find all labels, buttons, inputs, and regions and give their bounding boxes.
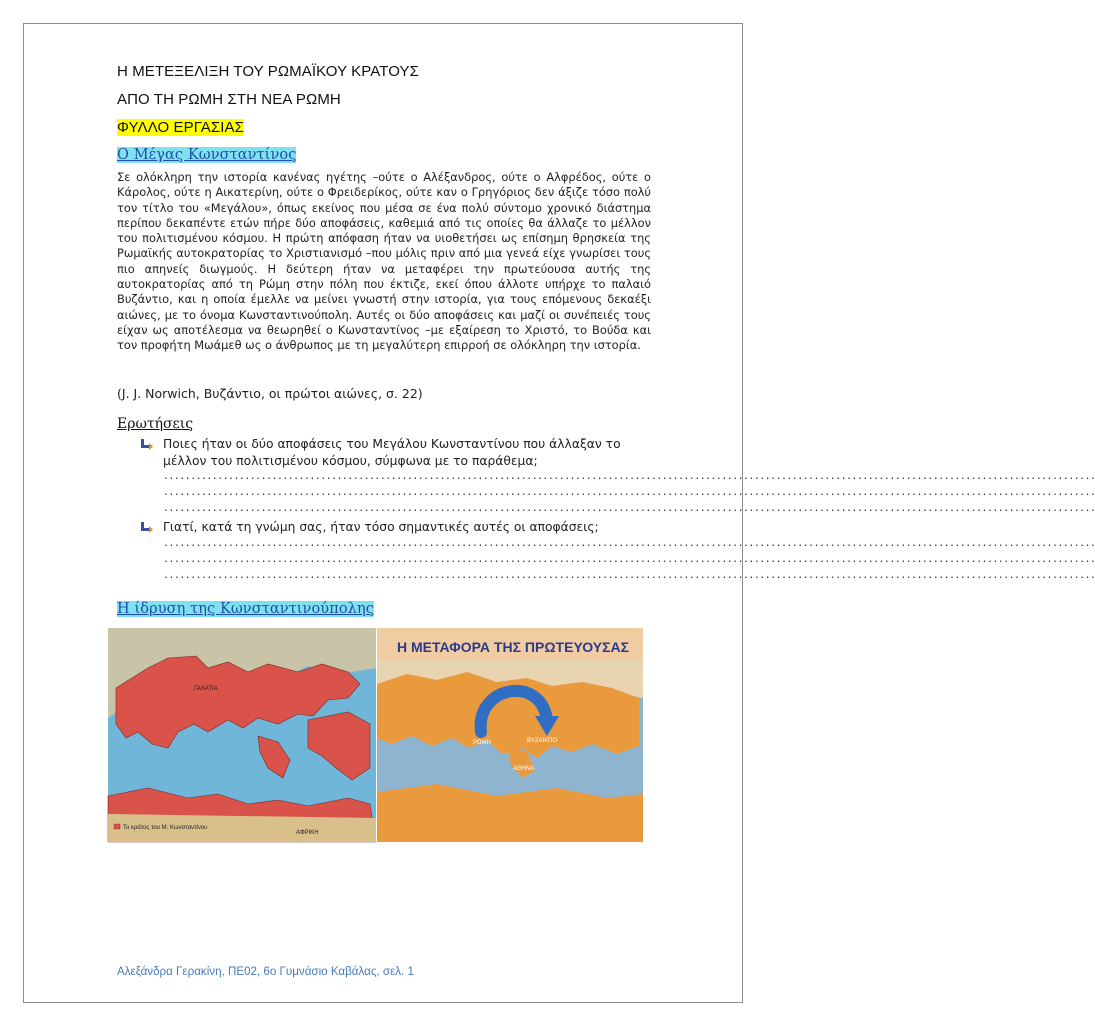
map-left-svg bbox=[108, 628, 376, 842]
legend-text: Το κράτος του Μ. Κωνσταντίνου bbox=[123, 825, 208, 831]
question-1-text: Ποιες ήταν οι δύο αποφάσεις του Μεγάλου Κωνσταντίνου που άλλαξαν το μέλλον του πολιτισμένου κόσμου, σύμφωνα με το παράθεμα; bbox=[163, 437, 621, 468]
map-right-svg bbox=[377, 628, 643, 842]
title-line-2: ΑΠΟ ΤΗ ΡΩΜΗ ΣΤΗ ΝΕΑ ΡΩΜΗ bbox=[117, 91, 341, 108]
answer-line[interactable]: ............................................................................................................................................................................ bbox=[163, 570, 1095, 581]
answer-line[interactable]: ............................................................................................................................................................................ bbox=[163, 487, 1095, 498]
section-label-constantine: Ο Μέγας Κωνσταντίνος bbox=[117, 147, 297, 163]
label-africa: ΑΦΡΙΚΗ bbox=[296, 830, 319, 836]
roman-empire-map bbox=[108, 628, 376, 842]
question-1 bbox=[163, 436, 653, 470]
question-2 bbox=[163, 519, 653, 536]
map-title: Η ΜΕΤΑΦΟΡΑ ΤΗΣ ΠΡΩΤΕΥΟΥΣΑΣ bbox=[397, 639, 629, 655]
label-rome: ΡΩΜΗ bbox=[473, 740, 491, 746]
page-footer bbox=[117, 965, 414, 978]
source-paragraph: Σε ολόκληρη την ιστορία κανένας ηγέτης –ούτε ο Αλέξανδρος, ούτε ο Αλφρέδος, ούτε ο Κάρολος, ούτε η Αικατερίνη, ούτε ο Φρειδερίκος, ούτε καν ο Γρηγόριος δεν άξιζε τόσο πολύ τον τίτλο του «Μεγάλου», όπως εκείνος που μέσα σε ένα πολύ σύντομο χρονικό διάστημα περίπου δεκαπέντε ετών πήρε δύο αποφάσεις, καθεμιά από τις οποίες θα άλλαζε το μέλλον του πολιτισμένου κόσμου. Η πρώτη απόφαση ήταν να υιοθετήσει ως επίσημη θρησκεία της Ρωμαϊκής αυτοκρατορίας το Χριστιανισμό –που μόλις πριν από μια γενεά είχε γνωρίσει τους πιο απηνείς διωγμούς. Η δεύτερη ήταν να μεταφέρει την πρωτεύουσα αυτής της αυτοκρατορίας από τη Ρώμη στην πόλη που έκτιζε, εκεί όπου άλλοτε υπήρχε το παλαιό Βυζάντιο, και η οποία έμελλε να μείνει γνωστή στην ιστορία, για τους επόμενους δεκαέξι αιώνες, με το όνομα Κωνσταντινούπολη. Αυτές οι δύο αποφάσεις και μαζί οι συνέπειές τους είχαν ως αποτέλεσμα να θεωρηθεί ο Κωνσταντίνος –με εξαίρεση το Χριστό, το Βούδα και τον προφήτη Μωάμεθ ως ο άνθρωπος με τη μεγαλύτερη επιρροή σε ολόκληρη την ιστορία. bbox=[117, 170, 651, 353]
label-byzantium: ΒΥΖΑΝΤΙΟ bbox=[527, 738, 558, 744]
answer-line[interactable]: ............................................................................................................................................................................ bbox=[163, 471, 1095, 482]
question-2-text: Γιατί, κατά τη γνώμη σας, ήταν τόσο σημαντικές αυτές οι αποφάσεις; bbox=[163, 520, 599, 534]
legend-swatch bbox=[114, 824, 120, 829]
answer-line[interactable]: ............................................................................................................................................................................ bbox=[163, 538, 1095, 549]
label-galatia: ΓΑΛΑΤΙΑ bbox=[194, 686, 218, 692]
title-line-1: Η ΜΕΤΕΞΕΛΙΞΗ ΤΟΥ ΡΩΜΑΪΚΟΥ ΚΡΑΤΟΥΣ bbox=[117, 63, 420, 80]
worksheet-heading bbox=[117, 119, 244, 136]
section-heading-constantine bbox=[117, 146, 296, 163]
answer-line[interactable]: ............................................................................................................................................................................ bbox=[163, 503, 1095, 514]
capital-transfer-map bbox=[377, 628, 643, 842]
worksheet-label: ΦΥΛΛΟ ΕΡΓΑΣΙΑΣ bbox=[117, 119, 244, 136]
label-athens: ΑΘΗΝΑ bbox=[513, 766, 535, 772]
footer-page: σελ. 1 bbox=[382, 965, 414, 978]
source-citation: (J. J. Norwich, Βυζάντιο, οι πρώτοι αιώνες, σ. 22) bbox=[117, 386, 423, 401]
questions-heading: Ερωτήσεις bbox=[117, 416, 194, 432]
section-label-constantinople: Η ίδρυση της Κωνσταντινούπολης bbox=[117, 601, 374, 617]
footer-author: Αλεξάνδρα Γερακίνη, ΠΕ02, 6ο Γυμνάσιο Καβάλας, bbox=[117, 965, 380, 978]
arrow-bullet-icon bbox=[139, 438, 153, 452]
section-heading-constantinople bbox=[117, 600, 374, 617]
arrow-bullet-icon bbox=[139, 521, 153, 535]
answer-line[interactable]: ............................................................................................................................................................................ bbox=[163, 554, 1095, 565]
